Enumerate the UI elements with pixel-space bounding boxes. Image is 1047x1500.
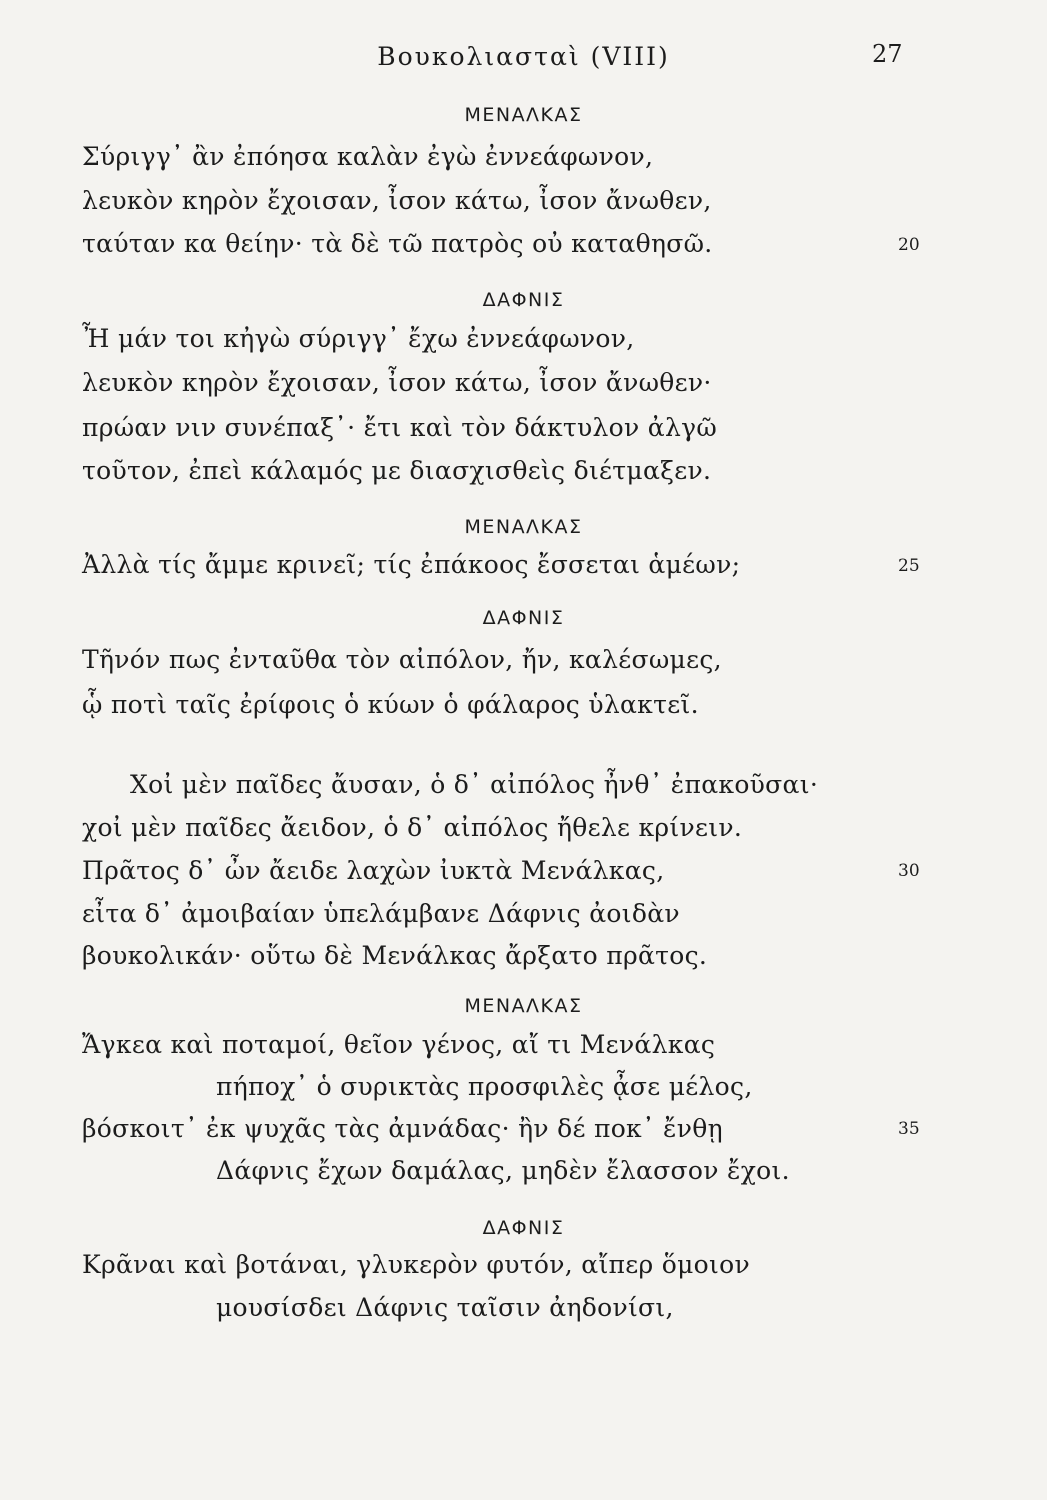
verse-line: τοῦτον, ἐπεὶ κάλαμός με διασχισθεὶς διέτμαξεν. <box>82 456 712 485</box>
verse-line: Σύριγγ᾽ ἂν ἐπόησα καλὰν ἐγὼ ἐννεάφωνον, <box>82 142 654 171</box>
line-number: 25 <box>898 556 920 576</box>
verse-line: πρώαν νιν συνέπαξ᾽· ἔτι καὶ τὸν δάκτυλον ἀλγῶ <box>82 413 718 442</box>
speaker-heading: ΔΑΦΝΙΣ <box>482 1217 565 1239</box>
verse-line: Ἀλλὰ τίς ἄμμε κρινεῖ; τίς ἐπάκοος ἔσσεται ἁμέων; <box>82 550 741 579</box>
speaker-heading: ΔΑΦΝΙΣ <box>482 289 565 311</box>
verse-line: βόσκοιτ᾽ ἐκ ψυχᾶς τὰς ἀμνάδας· ἢν δέ ποκ᾽ ἔνθῃ <box>82 1114 723 1143</box>
verse-line: χοἰ μὲν παῖδες ἄειδον, ὁ δ᾽ αἰπόλος ἤθελε κρίνειν. <box>82 813 743 842</box>
verse-line: μουσίσδει Δάφνις ταῖσιν ἀηδονίσι, <box>216 1293 674 1322</box>
verse-line: ταύταν κα θείην· τὰ δὲ τῶ πατρὸς οὐ καταθησῶ. <box>82 229 713 258</box>
verse-line: λευκὸν κηρὸν ἔχοισαν, ἶσον κάτω, ἶσον ἄνωθεν, <box>82 186 712 215</box>
line-number: 20 <box>898 235 920 255</box>
verse-line: Ἄγκεα καὶ ποταμοί, θεῖον γένος, αἴ τι Μενάλκας <box>82 1030 716 1059</box>
speaker-heading: ΜΕΝΑΛΚΑΣ <box>464 104 583 126</box>
verse-line: ᾧ ποτὶ ταῖς ἐρίφοις ὁ κύων ὁ φάλαρος ὑλακτεῖ. <box>82 690 699 719</box>
verse-line: Τῆνόν πως ἐνταῦθα τὸν αἰπόλον, ἤν, καλέσωμες, <box>82 645 722 674</box>
speaker-heading: ΜΕΝΑΛΚΑΣ <box>464 516 583 538</box>
verse-line: Ἦ μάν τοι κἠγὼ σύριγγ᾽ ἔχω ἐννεάφωνον, <box>82 324 635 353</box>
line-number: 30 <box>898 861 920 881</box>
verse-line: λευκὸν κηρὸν ἔχοισαν, ἶσον κάτω, ἶσον ἄνωθεν· <box>82 368 712 397</box>
verse-line: Δάφνις ἔχων δαμάλας, μηδὲν ἔλασσον ἔχοι. <box>216 1156 790 1185</box>
verse-line: Χοἰ μὲν παῖδες ἄυσαν, ὁ δ᾽ αἰπόλος ἦνθ᾽ ἐπακοῦσαι· <box>130 770 819 799</box>
verse-line: βουκολικάν· οὕτω δὲ Μενάλκας ἄρξατο πρᾶτος. <box>82 941 708 970</box>
page-number: 27 <box>872 40 903 68</box>
speaker-heading: ΜΕΝΑΛΚΑΣ <box>464 995 583 1017</box>
verse-line: πήποχ᾽ ὁ συρικτὰς προσφιλὲς ᾆσε μέλος, <box>216 1072 753 1101</box>
verse-line: Κρᾶναι καὶ βοτάναι, γλυκερὸν φυτόν, αἴπερ ὅμοιον <box>82 1250 750 1279</box>
verse-line: Πρᾶτος δ᾽ ὦν ἄειδε λαχὼν ἰυκτὰ Μενάλκας, <box>82 856 665 885</box>
running-title: Βουκολιασταὶ (VIII) <box>377 42 670 71</box>
line-number: 35 <box>898 1119 920 1139</box>
speaker-heading: ΔΑΦΝΙΣ <box>482 607 565 629</box>
verse-line: εἶτα δ᾽ ἀμοιβαίαν ὑπελάμβανε Δάφνις ἀοιδὰν <box>82 899 680 928</box>
